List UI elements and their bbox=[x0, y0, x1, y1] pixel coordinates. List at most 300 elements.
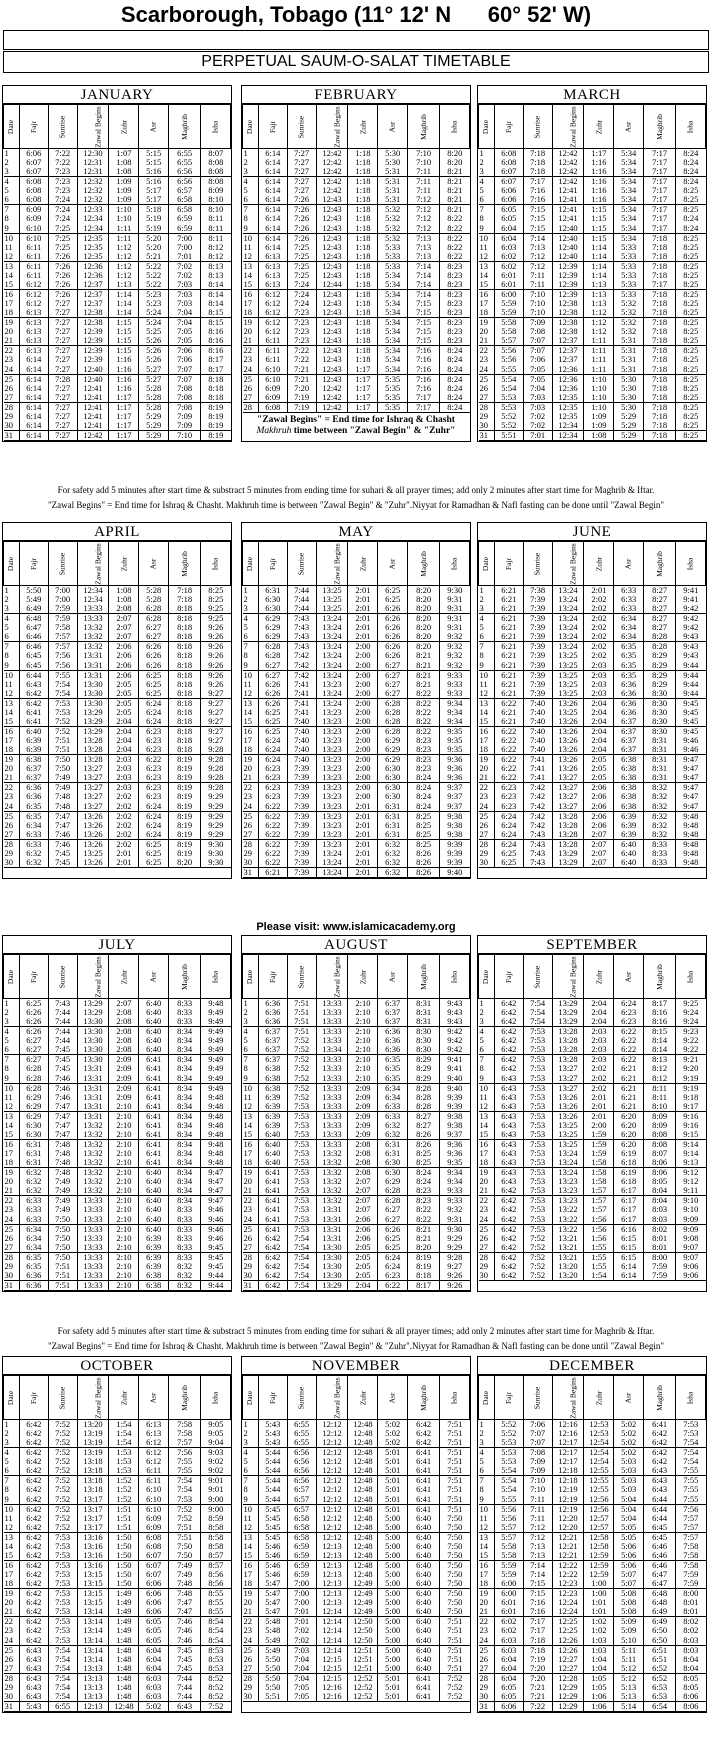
table-cell: 2:01 bbox=[584, 1093, 614, 1102]
table-cell: 12:17 bbox=[552, 1448, 584, 1458]
table-cell: 12:43 bbox=[316, 318, 348, 328]
table-cell: 7:58 bbox=[676, 1551, 706, 1561]
table-cell: 6:21 bbox=[494, 604, 523, 614]
month-name: MAY bbox=[242, 523, 470, 541]
table-cell: 2:10 bbox=[109, 1234, 139, 1243]
table-row bbox=[4, 1036, 231, 1045]
table-cell: 5:32 bbox=[614, 327, 644, 336]
table-cell: 1:59 bbox=[584, 1139, 614, 1149]
table-cell: 13:24 bbox=[552, 632, 584, 642]
table-cell: 6:12 bbox=[19, 289, 48, 299]
table-cell: 7:44 bbox=[48, 1027, 77, 1037]
table-cell: 1:17 bbox=[584, 149, 614, 159]
table-cell: 6:56 bbox=[287, 1448, 316, 1458]
table-cell: 6:27 bbox=[19, 1055, 48, 1065]
table-cell: 12:36 bbox=[77, 261, 109, 271]
column-header-label: Zuhr bbox=[357, 556, 367, 572]
table-cell: 7:18 bbox=[523, 1636, 552, 1646]
table-cell: 6:24 bbox=[139, 708, 169, 717]
table-cell: 7:54 bbox=[169, 1485, 201, 1494]
table-row bbox=[479, 736, 706, 745]
table-row bbox=[479, 595, 706, 604]
table-cell: 13:23 bbox=[316, 811, 348, 821]
table-cell: 21 bbox=[4, 336, 20, 346]
table-cell: 4 bbox=[243, 176, 248, 187]
table-cell: 5:52 bbox=[494, 412, 523, 421]
table-cell: 6:42 bbox=[19, 1617, 48, 1627]
table-cell: 8:06 bbox=[676, 1692, 706, 1702]
table-cell: 13:26 bbox=[552, 755, 584, 765]
table-row bbox=[4, 1645, 231, 1655]
table-cell: 6:12 bbox=[19, 299, 48, 308]
table-row bbox=[4, 1683, 231, 1692]
table-row bbox=[479, 623, 706, 632]
table-cell: 7:57 bbox=[48, 642, 77, 652]
table-cell: 12:13 bbox=[316, 1560, 348, 1570]
table-cell: 6 bbox=[243, 1045, 259, 1055]
table-cell: 7:18 bbox=[644, 393, 676, 403]
table-cell: 8:18 bbox=[169, 736, 201, 745]
table-cell: 8:59 bbox=[201, 1514, 231, 1523]
table-cell: 12:59 bbox=[584, 1570, 614, 1579]
table-cell: 6 bbox=[4, 1466, 20, 1476]
table-cell: 5:21 bbox=[139, 252, 169, 262]
table-cell: 1:18 bbox=[348, 149, 378, 159]
table-row bbox=[479, 327, 706, 336]
table-cell: 8:23 bbox=[440, 289, 470, 299]
table-cell: 6:04 bbox=[139, 1655, 169, 1664]
table-cell: 6:31 bbox=[258, 586, 287, 596]
column-header bbox=[348, 105, 378, 149]
table-cell: 8:24 bbox=[408, 1168, 440, 1178]
table-cell: 6:24 bbox=[494, 821, 523, 830]
table-cell: 7:42 bbox=[287, 651, 316, 660]
table-cell: 8:11 bbox=[644, 1093, 676, 1102]
table-cell: 6:42 bbox=[494, 1196, 523, 1206]
table-cell: 9:37 bbox=[440, 802, 470, 812]
column-header bbox=[258, 955, 287, 999]
table-cell: 6:55 bbox=[287, 1429, 316, 1438]
table-cell: 6:43 bbox=[494, 1158, 523, 1168]
table-cell: 7:54 bbox=[676, 1457, 706, 1466]
table-cell: 6:26 bbox=[19, 1008, 48, 1017]
table-cell: 7:52 bbox=[523, 1243, 552, 1253]
table-cell: 6:10 bbox=[139, 1495, 169, 1505]
table-cell: 7:51 bbox=[440, 1420, 470, 1430]
table-row bbox=[243, 642, 470, 652]
table-cell: 9 bbox=[4, 224, 20, 234]
table-cell: 2:06 bbox=[348, 1224, 378, 1234]
table-cell: 6:14 bbox=[614, 1262, 644, 1271]
table-row bbox=[4, 1102, 231, 1112]
table-cell: 15 bbox=[479, 280, 495, 290]
table-cell: 6:23 bbox=[139, 736, 169, 745]
table-cell: 6:24 bbox=[139, 698, 169, 708]
table-cell: 13:14 bbox=[77, 1636, 109, 1646]
table-cell: 2:05 bbox=[109, 708, 139, 717]
table-cell: 6:21 bbox=[494, 642, 523, 652]
table-cell: 5:19 bbox=[139, 224, 169, 234]
table-cell: 6:57 bbox=[287, 1504, 316, 1514]
table-cell: 8:25 bbox=[408, 1158, 440, 1168]
table-cell: 29 bbox=[4, 1261, 13, 1271]
table-cell: 5:30 bbox=[614, 384, 644, 393]
table-cell: 13:33 bbox=[77, 1262, 109, 1271]
month-name: SEPTEMBER bbox=[478, 936, 706, 954]
table-cell: 2:02 bbox=[584, 642, 614, 652]
table-cell: 13:25 bbox=[552, 680, 584, 689]
table-cell: 24 bbox=[479, 365, 495, 375]
table-cell: 6:17 bbox=[614, 1205, 644, 1214]
table-cell: 7:52 bbox=[287, 1036, 316, 1045]
table-cell: 9:30 bbox=[201, 839, 231, 849]
table-cell: 6:55 bbox=[169, 149, 201, 159]
table-cell: 7:03 bbox=[523, 402, 552, 412]
table-cell: 9:32 bbox=[440, 632, 470, 642]
table-row bbox=[479, 642, 706, 652]
table-cell: 7:53 bbox=[287, 1215, 316, 1225]
table-cell: 6:34 bbox=[378, 1093, 408, 1102]
table-cell: 7:27 bbox=[48, 318, 77, 328]
table-cell: 6:30 bbox=[378, 773, 408, 783]
table-cell: 6:31 bbox=[378, 821, 408, 830]
table-cell: 12:43 bbox=[316, 252, 348, 262]
table-row bbox=[4, 1570, 231, 1579]
table-cell: 2:05 bbox=[348, 1252, 378, 1262]
table-cell: 2:00 bbox=[348, 736, 378, 745]
table-cell: 7:23 bbox=[48, 167, 77, 177]
table-row bbox=[479, 318, 706, 328]
table-cell: 9:48 bbox=[676, 811, 706, 821]
table-cell: 8:25 bbox=[676, 365, 706, 375]
column-header bbox=[201, 542, 231, 586]
column-header-label: Zawal Begins bbox=[568, 1377, 578, 1419]
table-cell: 6:34 bbox=[19, 1224, 48, 1234]
table-cell: 6:33 bbox=[378, 1111, 408, 1121]
table-cell: 12:40 bbox=[552, 243, 584, 252]
table-cell: 1:17 bbox=[348, 365, 378, 375]
table-row bbox=[479, 177, 706, 187]
table-cell: 8:13 bbox=[201, 271, 231, 280]
table-cell: 5:57 bbox=[494, 336, 523, 346]
table-cell: 2:01 bbox=[348, 867, 378, 877]
table-row bbox=[4, 205, 231, 215]
month-name: DECEMBER bbox=[478, 1357, 706, 1375]
table-cell: 14 bbox=[243, 1120, 252, 1130]
table-cell: 6:23 bbox=[494, 783, 523, 793]
table-cell: 11 bbox=[4, 679, 13, 689]
column-header bbox=[479, 542, 495, 586]
table-cell: 9:32 bbox=[440, 642, 470, 652]
table-cell: 6 bbox=[479, 195, 495, 205]
table-cell: 8:28 bbox=[408, 1102, 440, 1112]
table-cell: 17 bbox=[243, 298, 252, 309]
table-cell: 31 bbox=[4, 1701, 20, 1711]
table-cell: 8:31 bbox=[408, 1017, 440, 1027]
table-cell: 7:43 bbox=[287, 632, 316, 642]
table-cell: 19 bbox=[243, 1167, 252, 1178]
table-cell: 2:10 bbox=[109, 1252, 139, 1262]
table-cell: 5:46 bbox=[258, 1551, 287, 1561]
table-cell: 12:43 bbox=[316, 289, 348, 299]
table-cell: 6:12 bbox=[258, 299, 287, 308]
table-cell: 12:41 bbox=[77, 402, 109, 412]
table-cell: 13:14 bbox=[77, 1607, 109, 1617]
table-cell: 13:21 bbox=[552, 1252, 584, 1262]
table-cell: 24 bbox=[4, 365, 20, 375]
table-cell: 13:15 bbox=[77, 1598, 109, 1607]
table-cell: 9:33 bbox=[440, 680, 470, 689]
column-header-label: Fajr bbox=[503, 1391, 513, 1405]
table-cell: 5:57 bbox=[494, 1523, 523, 1533]
table-row bbox=[479, 1617, 706, 1627]
table-cell: 2:04 bbox=[584, 736, 614, 745]
table-row bbox=[243, 243, 470, 252]
table-cell: 8:34 bbox=[169, 1130, 201, 1140]
table-cell: 2 bbox=[479, 1429, 484, 1439]
month-december bbox=[477, 1356, 707, 1713]
table-cell: 7:52 bbox=[48, 1466, 77, 1476]
table-cell: 2:03 bbox=[584, 689, 614, 699]
table-cell: 7:52 bbox=[287, 1055, 316, 1065]
column-header bbox=[77, 542, 109, 586]
table-cell: 12:39 bbox=[552, 271, 584, 280]
table-cell: 12:12 bbox=[316, 1429, 348, 1438]
table-cell: 7:50 bbox=[440, 1542, 470, 1551]
table-cell: 6:25 bbox=[258, 708, 287, 717]
column-header-label: Maghrib bbox=[179, 114, 189, 140]
table-cell: 5:01 bbox=[378, 1448, 408, 1458]
table-cell: 12:54 bbox=[584, 1457, 614, 1466]
table-cell: 7:53 bbox=[523, 1036, 552, 1045]
table-cell: 13:17 bbox=[77, 1495, 109, 1505]
table-cell: 6:39 bbox=[19, 736, 48, 745]
table-cell: 8:17 bbox=[201, 365, 231, 375]
table-cell: 25 bbox=[479, 811, 488, 821]
table-cell: 30 bbox=[243, 1271, 259, 1281]
table-cell: 6:37 bbox=[378, 1017, 408, 1027]
table-cell: 6:14 bbox=[258, 186, 287, 195]
table-row bbox=[4, 755, 231, 765]
table-row bbox=[243, 839, 470, 849]
table-cell: 8:11 bbox=[201, 233, 231, 243]
table-cell: 16 bbox=[4, 289, 13, 299]
table-cell: 1 bbox=[4, 998, 9, 1008]
table-cell: 1:18 bbox=[348, 177, 378, 187]
table-cell: 6:28 bbox=[139, 604, 169, 614]
table-cell: 2:10 bbox=[109, 1186, 139, 1196]
table-cell: 1:05 bbox=[584, 1683, 614, 1692]
column-header-label: Zuhr bbox=[118, 1390, 128, 1406]
table-cell: 12 bbox=[243, 1523, 259, 1533]
table-cell: 6:08 bbox=[139, 1542, 169, 1551]
table-cell: 1:01 bbox=[584, 1607, 614, 1617]
table-cell: 6:32 bbox=[19, 849, 48, 858]
table-cell: 28 bbox=[243, 1673, 252, 1683]
table-cell: 13:25 bbox=[552, 1139, 584, 1149]
table-cell: 26 bbox=[243, 820, 252, 830]
table-cell: 6:45 bbox=[644, 1532, 676, 1542]
table-cell: 12:51 bbox=[348, 1645, 378, 1655]
table-cell: 13:27 bbox=[77, 773, 109, 783]
table-cell: 7:50 bbox=[48, 1243, 77, 1253]
table-row bbox=[479, 299, 706, 308]
table-cell: 5:34 bbox=[378, 289, 408, 299]
table-cell: 7:56 bbox=[48, 651, 77, 660]
table-cell: 6:31 bbox=[19, 1149, 48, 1158]
table-cell: 8:18 bbox=[169, 632, 201, 642]
table-cell: 5 bbox=[243, 623, 248, 633]
table-cell: 13:32 bbox=[316, 1177, 348, 1186]
table-cell: 1:18 bbox=[348, 158, 378, 167]
table-cell: 2:05 bbox=[109, 698, 139, 708]
table-cell: 14 bbox=[243, 1541, 252, 1551]
table-cell: 6:42 bbox=[494, 1027, 523, 1037]
table-cell: 5:00 bbox=[378, 1589, 408, 1599]
table-cell: 6:25 bbox=[378, 1234, 408, 1243]
table-cell: 6:26 bbox=[258, 689, 287, 699]
table-cell: 7:54 bbox=[287, 1271, 316, 1281]
table-cell: 6:07 bbox=[19, 158, 48, 167]
table-cell: 6:25 bbox=[378, 1243, 408, 1253]
prayer-table bbox=[478, 541, 706, 868]
table-cell: 9:25 bbox=[201, 604, 231, 614]
table-cell: 8:05 bbox=[676, 1673, 706, 1683]
table-cell: 12:56 bbox=[584, 1504, 614, 1514]
table-cell: 9:05 bbox=[201, 1429, 231, 1438]
table-cell: 2:09 bbox=[348, 1111, 378, 1121]
table-cell: 9:26 bbox=[201, 670, 231, 680]
table-cell: 6:27 bbox=[139, 632, 169, 642]
table-cell: 12:39 bbox=[552, 289, 584, 299]
table-cell: 7:53 bbox=[523, 1121, 552, 1130]
table-row bbox=[243, 318, 470, 328]
table-cell: 8:32 bbox=[644, 830, 676, 840]
table-cell: 7:10 bbox=[523, 299, 552, 308]
table-row bbox=[479, 632, 706, 642]
table-cell: 6:42 bbox=[19, 1589, 48, 1599]
table-cell: 12:51 bbox=[348, 1664, 378, 1674]
table-cell: 6 bbox=[479, 632, 495, 642]
column-header-label: Zawal Begins bbox=[93, 106, 103, 148]
table-row bbox=[243, 858, 470, 868]
table-cell: 6:43 bbox=[19, 1692, 48, 1702]
table-cell: 8:28 bbox=[644, 642, 676, 652]
table-cell: 2:10 bbox=[109, 1280, 139, 1290]
table-cell: 12:16 bbox=[552, 1429, 584, 1438]
table-cell: 8:18 bbox=[169, 708, 201, 717]
table-cell: 28 bbox=[479, 402, 488, 412]
table-cell: 25 bbox=[479, 374, 488, 384]
table-cell: 7:51 bbox=[287, 1017, 316, 1027]
table-cell: 6:40 bbox=[408, 1645, 440, 1655]
table-cell: 6:38 bbox=[614, 802, 644, 812]
table-cell: 1 bbox=[4, 585, 9, 595]
table-cell: 1:49 bbox=[109, 1589, 139, 1599]
table-row bbox=[4, 402, 231, 412]
table-cell: 6:42 bbox=[258, 1243, 287, 1253]
column-header bbox=[479, 1376, 495, 1420]
table-cell: 5:44 bbox=[258, 1466, 287, 1476]
table-cell: 5:46 bbox=[258, 1570, 287, 1579]
table-cell: 13:15 bbox=[77, 1589, 109, 1599]
table-cell: 7 bbox=[243, 1054, 248, 1065]
table-cell: 6:27 bbox=[378, 689, 408, 699]
table-row bbox=[4, 1664, 231, 1674]
table-row bbox=[4, 318, 231, 328]
table-cell: 13:14 bbox=[77, 1617, 109, 1627]
month-name: APRIL bbox=[3, 523, 231, 541]
table-cell: 7:41 bbox=[287, 698, 316, 708]
table-cell: 5:56 bbox=[494, 1504, 523, 1514]
table-row bbox=[4, 1139, 231, 1149]
table-cell: 13:24 bbox=[552, 595, 584, 604]
table-cell: 2:02 bbox=[109, 821, 139, 830]
table-cell: 6:55 bbox=[287, 1420, 316, 1430]
table-cell: 1:18 bbox=[348, 299, 378, 308]
table-cell: 7:59 bbox=[676, 1570, 706, 1579]
table-cell: 2:08 bbox=[109, 1027, 139, 1037]
table-cell: 6:21 bbox=[494, 651, 523, 660]
table-cell: 6:39 bbox=[614, 821, 644, 830]
table-cell: 2:04 bbox=[584, 1008, 614, 1017]
table-cell: 13:32 bbox=[77, 1168, 109, 1178]
table-cell: 13:29 bbox=[77, 999, 109, 1009]
table-cell: 12:41 bbox=[77, 393, 109, 403]
table-cell: 12:21 bbox=[552, 1551, 584, 1561]
table-cell: 8:04 bbox=[676, 1664, 706, 1674]
table-cell: 5:14 bbox=[614, 1701, 644, 1711]
table-cell: 5:02 bbox=[139, 1701, 169, 1711]
table-row bbox=[4, 858, 231, 868]
table-cell: 6:41 bbox=[139, 1083, 169, 1093]
table-cell: 5:56 bbox=[494, 346, 523, 356]
table-cell: 6:42 bbox=[408, 1438, 440, 1448]
table-cell: 9:48 bbox=[201, 1158, 231, 1168]
table-cell: 8:33 bbox=[169, 1234, 201, 1243]
table-cell: 6:10 bbox=[258, 374, 287, 384]
table-cell: 6:41 bbox=[408, 1504, 440, 1514]
table-cell: 2:06 bbox=[109, 670, 139, 680]
table-cell: 6:06 bbox=[139, 1598, 169, 1607]
table-cell: 5 bbox=[243, 1036, 248, 1046]
table-cell: 6:35 bbox=[614, 642, 644, 652]
table-cell: 7:59 bbox=[644, 1271, 676, 1281]
table-cell: 14 bbox=[4, 270, 13, 280]
table-row bbox=[479, 773, 706, 783]
table-cell: 8 bbox=[243, 1064, 248, 1074]
table-cell: 1:12 bbox=[109, 252, 139, 262]
table-cell: 12:40 bbox=[552, 252, 584, 262]
table-cell: 2:00 bbox=[348, 642, 378, 652]
table-cell: 8:15 bbox=[201, 308, 231, 318]
table-cell: 6:41 bbox=[408, 1683, 440, 1692]
table-cell: 6:24 bbox=[378, 1252, 408, 1262]
table-cell: 7:50 bbox=[440, 1551, 470, 1561]
table-cell: 8:16 bbox=[201, 327, 231, 336]
table-cell: 13 bbox=[4, 261, 13, 271]
table-cell: 2:07 bbox=[348, 1196, 378, 1206]
table-cell: 8:18 bbox=[169, 689, 201, 699]
table-cell: 2:04 bbox=[584, 698, 614, 708]
table-cell: 6:12 bbox=[258, 289, 287, 299]
table-cell: 9:39 bbox=[440, 839, 470, 849]
table-cell: 6:29 bbox=[258, 614, 287, 624]
table-cell: 9:26 bbox=[201, 651, 231, 660]
table-cell: 7:40 bbox=[523, 708, 552, 717]
table-row bbox=[243, 1607, 470, 1617]
table-cell: 13:24 bbox=[552, 1168, 584, 1178]
